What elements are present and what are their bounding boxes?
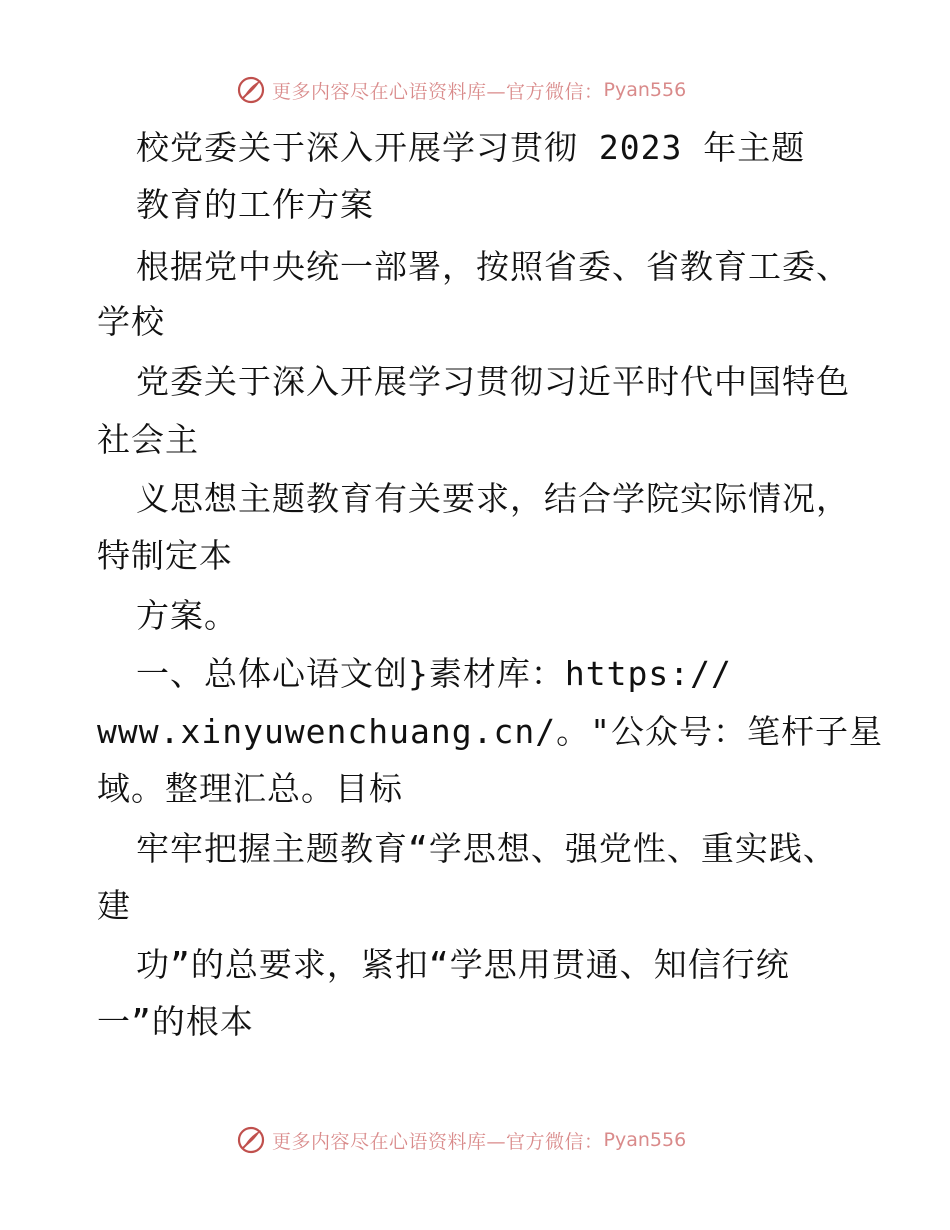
header-watermark-banner <box>236 72 686 108</box>
banner-text: 更多内容尽在心语资料库—官方微信： <box>272 80 604 103</box>
title-line-2: 教育的工作方案 <box>136 185 374 224</box>
footer-watermark-banner <box>236 1122 686 1158</box>
wechat-handle: Pyan556 <box>603 79 687 101</box>
title-line-1: 校党委关于深入开展学习贯彻 2023 年主题 <box>136 128 806 167</box>
banner-text: 更多内容尽在心语资料库—官方微信： <box>272 1130 604 1153</box>
quill-logo-icon <box>236 75 266 105</box>
paragraph-line: 社会主 <box>97 420 199 459</box>
section-heading-line: 一、总体心语文创}素材库：https:// <box>136 654 732 693</box>
paragraph-line: 根据党中央统一部署，按照省委、省教育工委、 <box>136 247 850 286</box>
paragraph-line: 功”的总要求，紧扣“学思用贯通、知信行统 <box>136 945 790 984</box>
paragraph-line: 特制定本 <box>97 536 233 575</box>
paragraph-line: 方案。 <box>136 596 238 635</box>
paragraph-line: 学校 <box>97 302 165 341</box>
paragraph-line: 党委关于深入开展学习贯彻习近平时代中国特色 <box>136 362 850 401</box>
wechat-handle: Pyan556 <box>603 1129 687 1151</box>
paragraph-line: 域。整理汇总。目标 <box>97 769 403 808</box>
paragraph-line: 建 <box>97 886 131 925</box>
paragraph-line: www.xinyuwenchuang.cn/。"公众号：笔杆子星 <box>97 712 883 751</box>
paragraph-line: 义思想主题教育有关要求，结合学院实际情况， <box>136 479 850 518</box>
paragraph-line: 一”的根本 <box>97 1002 254 1041</box>
paragraph-line: 牢牢把握主题教育“学思想、强党性、重实践、 <box>136 829 837 868</box>
quill-logo-icon <box>236 1125 266 1155</box>
